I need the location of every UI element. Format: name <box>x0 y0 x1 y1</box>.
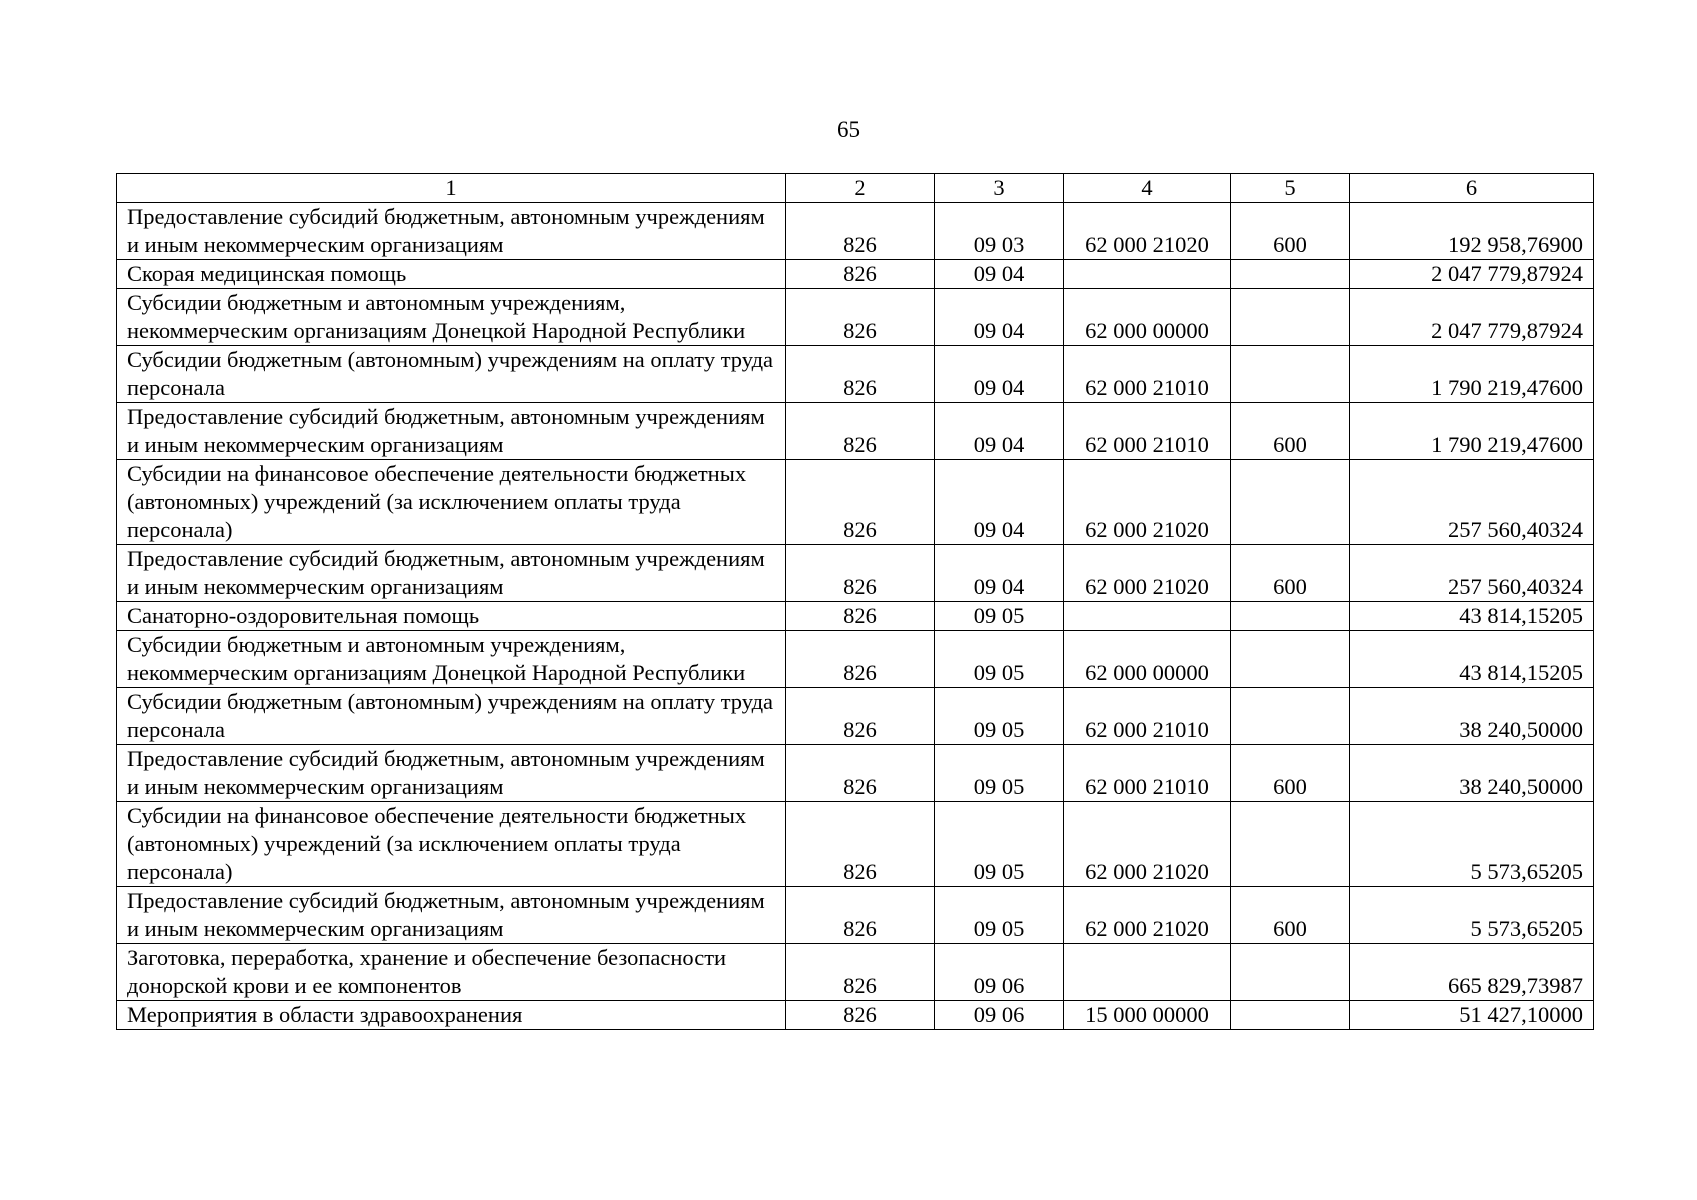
column-header: 5 <box>1231 174 1350 203</box>
row-description: Санаторно-оздоровительная помощь <box>117 602 786 631</box>
row-section-code: 09 05 <box>935 631 1064 688</box>
table-row <box>117 545 1594 602</box>
row-section-code: 09 05 <box>935 602 1064 631</box>
row-section-code: 09 06 <box>935 1001 1064 1030</box>
row-section-code: 09 05 <box>935 688 1064 745</box>
row-expense-type-code <box>1231 802 1350 887</box>
row-department-code: 826 <box>786 203 935 260</box>
row-section-code: 09 06 <box>935 944 1064 1001</box>
row-amount: 51 427,10000 <box>1350 1001 1594 1030</box>
row-description: Предоставление субсидий бюджетным, автономным учреждениям и иным некоммерческим организациям <box>117 545 786 602</box>
column-header: 3 <box>935 174 1064 203</box>
row-expense-type-code: 600 <box>1231 403 1350 460</box>
row-expense-type-code <box>1231 602 1350 631</box>
row-target-article-code: 62 000 21010 <box>1064 745 1231 802</box>
row-department-code: 826 <box>786 403 935 460</box>
row-target-article-code: 62 000 21010 <box>1064 403 1231 460</box>
table-row <box>117 289 1594 346</box>
column-header: 4 <box>1064 174 1231 203</box>
row-target-article-code: 62 000 21020 <box>1064 802 1231 887</box>
row-section-code: 09 04 <box>935 346 1064 403</box>
row-amount: 43 814,15205 <box>1350 602 1594 631</box>
row-department-code: 826 <box>786 545 935 602</box>
column-header: 2 <box>786 174 935 203</box>
row-amount: 665 829,73987 <box>1350 944 1594 1001</box>
row-target-article-code: 62 000 00000 <box>1064 631 1231 688</box>
row-description: Предоставление субсидий бюджетным, автономным учреждениям и иным некоммерческим организациям <box>117 887 786 944</box>
row-amount: 1 790 219,47600 <box>1350 346 1594 403</box>
row-description: Субсидии на финансовое обеспечение деятельности бюджетных (автономных) учреждений (за исключением оплаты труда персонала) <box>117 802 786 887</box>
column-number-row <box>117 174 1594 203</box>
row-section-code: 09 04 <box>935 403 1064 460</box>
row-expense-type-code <box>1231 631 1350 688</box>
row-expense-type-code <box>1231 460 1350 545</box>
row-section-code: 09 04 <box>935 289 1064 346</box>
row-target-article-code: 62 000 21020 <box>1064 460 1231 545</box>
table-row <box>117 944 1594 1001</box>
row-description: Субсидии бюджетным и автономным учреждениям, некоммерческим организациям Донецкой Народной Республики <box>117 631 786 688</box>
table-row <box>117 688 1594 745</box>
row-department-code: 826 <box>786 460 935 545</box>
row-department-code: 826 <box>786 1001 935 1030</box>
table-row <box>117 346 1594 403</box>
row-expense-type-code <box>1231 1001 1350 1030</box>
row-section-code: 09 03 <box>935 203 1064 260</box>
row-expense-type-code: 600 <box>1231 203 1350 260</box>
row-description: Предоставление субсидий бюджетным, автономным учреждениям и иным некоммерческим организациям <box>117 403 786 460</box>
row-target-article-code <box>1064 944 1231 1001</box>
row-department-code: 826 <box>786 631 935 688</box>
row-description: Предоставление субсидий бюджетным, автономным учреждениям и иным некоммерческим организациям <box>117 203 786 260</box>
table-row <box>117 602 1594 631</box>
row-department-code: 826 <box>786 802 935 887</box>
row-department-code: 826 <box>786 346 935 403</box>
row-department-code: 826 <box>786 289 935 346</box>
table-row <box>117 745 1594 802</box>
row-section-code: 09 05 <box>935 745 1064 802</box>
row-department-code: 826 <box>786 688 935 745</box>
row-expense-type-code <box>1231 944 1350 1001</box>
row-description: Субсидии на финансовое обеспечение деятельности бюджетных (автономных) учреждений (за исключением оплаты труда персонала) <box>117 460 786 545</box>
table-row <box>117 887 1594 944</box>
row-amount: 5 573,65205 <box>1350 887 1594 944</box>
row-section-code: 09 04 <box>935 260 1064 289</box>
table-row <box>117 1001 1594 1030</box>
page-number: 65 <box>837 117 860 142</box>
row-department-code: 826 <box>786 745 935 802</box>
row-expense-type-code <box>1231 260 1350 289</box>
row-section-code: 09 04 <box>935 460 1064 545</box>
row-amount: 2 047 779,87924 <box>1350 260 1594 289</box>
row-target-article-code: 62 000 00000 <box>1064 289 1231 346</box>
row-amount: 1 790 219,47600 <box>1350 403 1594 460</box>
row-department-code: 826 <box>786 887 935 944</box>
table-row <box>117 260 1594 289</box>
row-target-article-code: 62 000 21020 <box>1064 203 1231 260</box>
row-description: Субсидии бюджетным и автономным учреждениям, некоммерческим организациям Донецкой Народной Республики <box>117 289 786 346</box>
row-target-article-code: 62 000 21010 <box>1064 688 1231 745</box>
row-amount: 192 958,76900 <box>1350 203 1594 260</box>
row-expense-type-code: 600 <box>1231 745 1350 802</box>
row-target-article-code: 62 000 21020 <box>1064 887 1231 944</box>
table-row <box>117 460 1594 545</box>
row-department-code: 826 <box>786 260 935 289</box>
row-expense-type-code <box>1231 346 1350 403</box>
row-amount: 2 047 779,87924 <box>1350 289 1594 346</box>
row-amount: 43 814,15205 <box>1350 631 1594 688</box>
row-target-article-code: 62 000 21020 <box>1064 545 1231 602</box>
table-row <box>117 631 1594 688</box>
row-section-code: 09 04 <box>935 545 1064 602</box>
table-row <box>117 403 1594 460</box>
row-target-article-code <box>1064 260 1231 289</box>
row-section-code: 09 05 <box>935 802 1064 887</box>
budget-table <box>116 173 1594 1030</box>
table-row <box>117 203 1594 260</box>
row-description: Предоставление субсидий бюджетным, автономным учреждениям и иным некоммерческим организациям <box>117 745 786 802</box>
row-amount: 38 240,50000 <box>1350 745 1594 802</box>
row-description: Субсидии бюджетным (автономным) учреждениям на оплату труда персонала <box>117 688 786 745</box>
row-expense-type-code <box>1231 289 1350 346</box>
row-expense-type-code: 600 <box>1231 545 1350 602</box>
row-target-article-code: 62 000 21010 <box>1064 346 1231 403</box>
column-header: 6 <box>1350 174 1594 203</box>
column-header: 1 <box>117 174 786 203</box>
row-description: Мероприятия в области здравоохранения <box>117 1001 786 1030</box>
table-body <box>117 203 1594 1030</box>
row-amount: 257 560,40324 <box>1350 545 1594 602</box>
row-department-code: 826 <box>786 944 935 1001</box>
table-row <box>117 802 1594 887</box>
row-amount: 5 573,65205 <box>1350 802 1594 887</box>
row-description: Субсидии бюджетным (автономным) учреждениям на оплату труда персонала <box>117 346 786 403</box>
row-target-article-code: 15 000 00000 <box>1064 1001 1231 1030</box>
row-expense-type-code <box>1231 688 1350 745</box>
row-section-code: 09 05 <box>935 887 1064 944</box>
row-department-code: 826 <box>786 602 935 631</box>
row-description: Заготовка, переработка, хранение и обеспечение безопасности донорской крови и ее компонентов <box>117 944 786 1001</box>
row-description: Скорая медицинская помощь <box>117 260 786 289</box>
row-amount: 257 560,40324 <box>1350 460 1594 545</box>
row-expense-type-code: 600 <box>1231 887 1350 944</box>
row-amount: 38 240,50000 <box>1350 688 1594 745</box>
row-target-article-code <box>1064 602 1231 631</box>
